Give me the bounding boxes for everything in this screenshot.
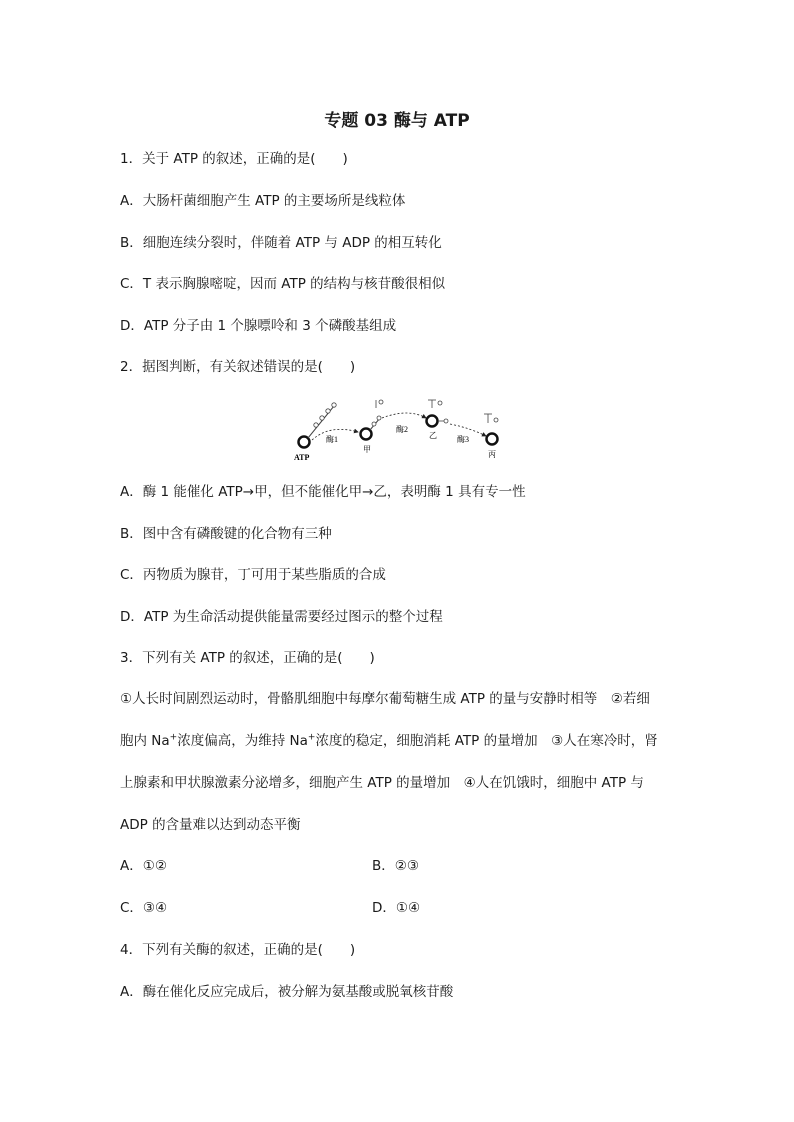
q1-stem: 1．关于 ATP 的叙述，正确的是( ) <box>120 151 348 167</box>
q4-option-a: A．酶在催化反应完成后，被分解为氨基酸或脱氧核苷酸 <box>120 984 454 1000</box>
q2-stem: 2．据图判断，有关叙述错误的是( ) <box>120 359 356 375</box>
q4-stem: 4．下列有关酶的叙述，正确的是( ) <box>120 942 356 958</box>
page-title: 专题 03 酶与 ATP <box>324 111 470 131</box>
q1-option-b: B．细胞连续分裂时，伴随着 ATP 与 ADP 的相互转化 <box>120 235 442 251</box>
q3-line-2a: 胞内 Na <box>120 733 170 749</box>
bing-label: 丙 <box>488 450 496 459</box>
bing-molecule <box>484 414 498 445</box>
jia-label: 甲 <box>363 445 371 454</box>
enzyme2-label: 酶2 <box>396 425 408 434</box>
q3-option-d: D．①④ <box>372 900 421 916</box>
atp-hydrolysis-diagram <box>290 394 510 464</box>
q3-line-4: ADP 的含量难以达到动态平衡 <box>120 817 301 833</box>
q2-option-d: D．ATP 为生命活动提供能量需要经过图示的整个过程 <box>120 609 443 625</box>
q3-option-b: B．②③ <box>372 858 419 874</box>
q3-line-2 <box>120 732 658 750</box>
q1-option-c: C．T 表示胸腺嘧啶，因而 ATP 的结构与核苷酸很相似 <box>120 276 446 292</box>
yi-label: 乙 <box>429 431 437 440</box>
q3-line-2b: 浓度偏高，为维持 Na <box>177 733 308 749</box>
atp-label: ATP <box>294 453 310 462</box>
q1-option-a: A．大肠杆菌细胞产生 ATP 的主要场所是线粒体 <box>120 193 406 209</box>
yi-molecule <box>427 400 449 427</box>
arrow-enzyme2 <box>382 413 426 418</box>
q3-line-2c: 浓度的稳定，细胞消耗 ATP 的量增加 ③人在寒冷时，肾 <box>315 733 658 749</box>
enzyme3-label: 酶3 <box>457 435 469 444</box>
enzyme1-label: 酶1 <box>326 435 338 444</box>
q3-option-a: A．①② <box>120 858 167 874</box>
q2-option-b: B．图中含有磷酸键的化合物有三种 <box>120 526 332 542</box>
q3-line-3: 上腺素和甲状腺激素分泌增多，细胞产生 ATP 的量增加 ④人在饥饿时，细胞中 ATP 与 <box>120 775 644 791</box>
q2-option-a: A．酶 1 能催化 ATP→甲，但不能催化甲→乙，表明酶 1 具有专一性 <box>120 484 526 500</box>
plus-superscript: + <box>307 732 316 743</box>
q3-stem: 3．下列有关 ATP 的叙述，正确的是( ) <box>120 650 375 666</box>
q2-option-c: C．丙物质为腺苷，丁可用于某些脂质的合成 <box>120 567 386 583</box>
q3-line-1: ①人长时间剧烈运动时，骨骼肌细胞中每摩尔葡萄糖生成 ATP 的量与安静时相等 ②若细 <box>120 691 650 707</box>
plus-superscript: + <box>169 732 178 743</box>
jia-molecule <box>361 400 384 440</box>
q1-option-d: D．ATP 分子由 1 个腺嘌呤和 3 个磷酸基组成 <box>120 318 397 334</box>
q3-option-c: C．③④ <box>120 900 168 916</box>
